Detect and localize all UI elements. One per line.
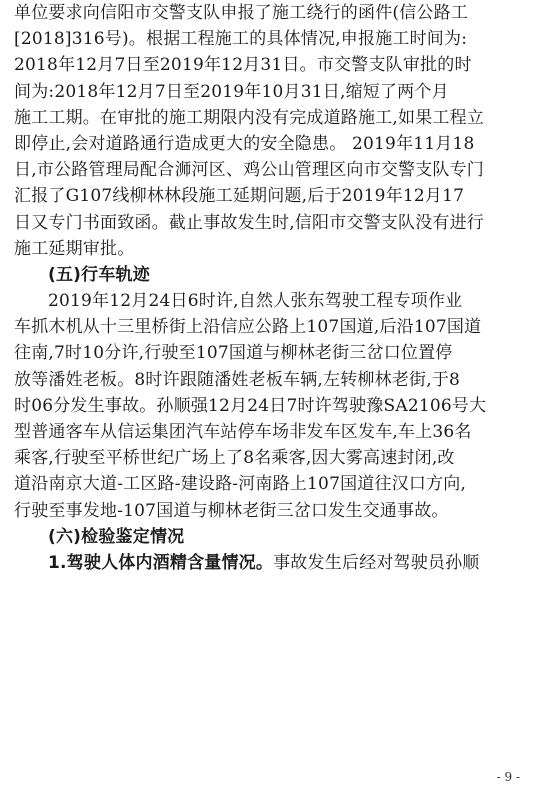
item-1-line: [14, 550, 544, 576]
body-line-11: 2019年12月24日6时许,自然人张东驾驶工程专项作业: [48, 291, 463, 312]
body-line-16: 型普通客车从信运集团汽车站停车场非发车区发车,车上36名: [14, 422, 472, 442]
section-heading-5: (五)行车轨迹: [48, 264, 150, 285]
body-line-8: 汇报了G107线柳林林段施工延期问题,后于2019年12月17: [14, 186, 465, 207]
body-line-4: 间为:2018年12月7日至2019年10月31日,缩短了两个月: [14, 81, 449, 102]
body-line-9: 日又专门书面致函。截止事故发生时,信阳市交警支队没有进行: [14, 212, 485, 233]
item-1-text: 事故发生后经对驾驶员孙顺: [273, 552, 480, 573]
body-line-2: [2018]316号)。根据工程施工的具体情况,申报施工时间为:: [14, 29, 468, 50]
body-line-18: 道沿南京大道-工区路-建设路-河南路上107国道往汉口方向,: [14, 474, 467, 495]
body-line-12: 车抓木机从十三里桥街上沿信应公路上107国道,后沿107国道: [14, 317, 482, 338]
body-line-1: 单位要求向信阳市交警支队申报了施工绕行的函件(信公路工: [14, 3, 469, 23]
body-line-14: 放等潘姓老板。8时许跟随潘姓老板车辆,左转柳林老街,于8: [14, 369, 461, 390]
body-line-15: 时06分发生事故。孙顺强12月24日7时许驾驶豫SA2106号大: [14, 395, 487, 416]
document-page: [14, 0, 544, 576]
body-line-6: 即停止,会对道路通行造成更大的安全隐患。 2019年11月18: [14, 133, 475, 154]
item-1-title: 1.驾驶人体内酒精含量情况。: [48, 552, 274, 573]
body-line-7: 日,市公路管理局配合浉河区、鸡公山管理区向市交警支队专门: [14, 160, 485, 181]
body-line-3: 2018年12月7日至2019年12月31日。市交警支队审批的时: [14, 55, 472, 76]
body-line-17: 乘客,行驶至平桥世纪广场上了8名乘客,因大雾高速封闭,改: [14, 448, 455, 469]
page-number: - 9 -: [496, 770, 520, 784]
section-heading-6: (六)检验鉴定情况: [48, 526, 185, 547]
body-line-13: 往南,7时10分许,行驶至107国道与柳林老街三岔口位置停: [14, 343, 453, 364]
body-line-19: 行驶至事发地-107国道与柳林老街三岔口发生交通事故。: [14, 500, 449, 521]
body-line-10: 施工延期审批。: [14, 238, 135, 259]
body-line-5: 施工工期。在审批的施工期限内没有完成道路施工,如果工程立: [14, 107, 485, 128]
